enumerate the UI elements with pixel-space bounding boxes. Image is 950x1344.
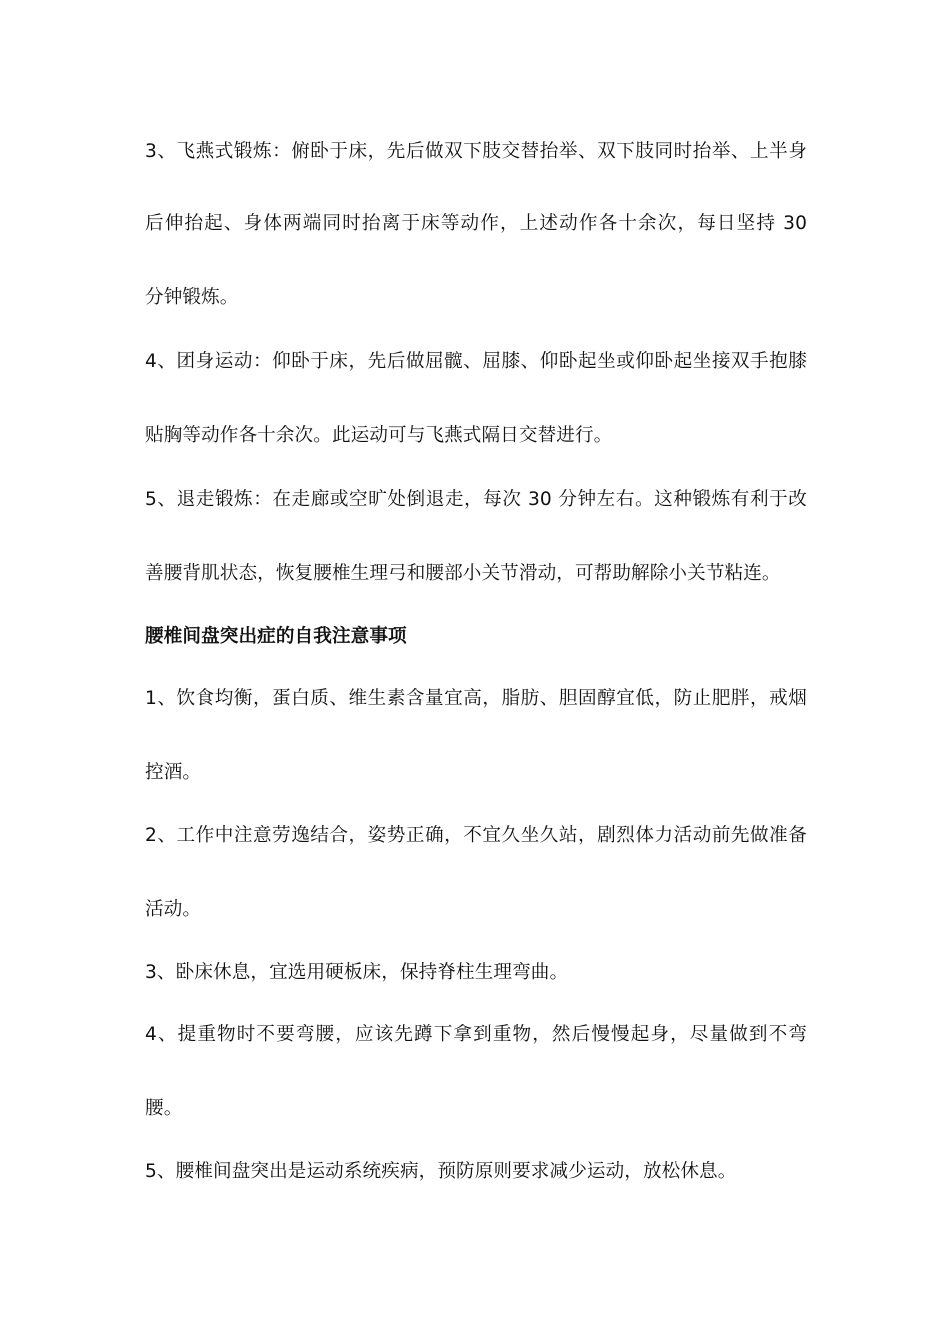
exercise-3-line-1: 3、飞燕式锻炼：俯卧于床，先后做双下肢交替抬举、双下肢同时抬举、上半身 (145, 141, 807, 162)
exercise-4-line-1: 4、团身运动：仰卧于床，先后做屈髋、屈膝、仰卧起坐或仰卧起坐接双手抱膝 (145, 351, 807, 372)
note-2-line-1: 2、工作中注意劳逸结合，姿势正确，不宜久坐久站，剧烈体力活动前先做准备 (145, 825, 807, 846)
exercise-5-line-1: 5、退走锻炼：在走廊或空旷处倒退走，每次 30 分钟左右。这种锻炼有利于改 (145, 489, 807, 510)
note-2-line-2: 活动。 (145, 899, 202, 920)
exercise-5-line-2: 善腰背肌状态，恢复腰椎生理弓和腰部小关节滑动，可帮助解除小关节粘连。 (145, 563, 781, 584)
exercise-4-line-2: 贴胸等动作各十余次。此运动可与飞燕式隔日交替进行。 (145, 425, 613, 446)
note-3-line-1: 3、卧床休息，宜选用硬板床，保持脊柱生理弯曲。 (145, 962, 569, 983)
note-1-line-1: 1、饮食均衡，蛋白质、维生素含量宜高，脂肪、胆固醇宜低，防止肥胖，戒烟 (145, 688, 807, 709)
note-1-line-2: 控酒。 (145, 762, 202, 783)
note-5-line-1: 5、腰椎间盘突出是运动系统疾病，预防原则要求减少运动，放松休息。 (145, 1161, 737, 1182)
note-4-line-2: 腰。 (145, 1098, 183, 1119)
exercise-3-line-3: 分钟锻炼。 (145, 287, 239, 308)
exercise-3-line-2: 后伸抬起、身体两端同时抬离于床等动作，上述动作各十余次，每日坚持 30 (145, 213, 807, 234)
note-4-line-1: 4、提重物时不要弯腰，应该先蹲下拿到重物，然后慢慢起身，尽量做到不弯 (145, 1024, 807, 1045)
section-heading: 腰椎间盘突出症的自我注意事项 (145, 626, 407, 647)
